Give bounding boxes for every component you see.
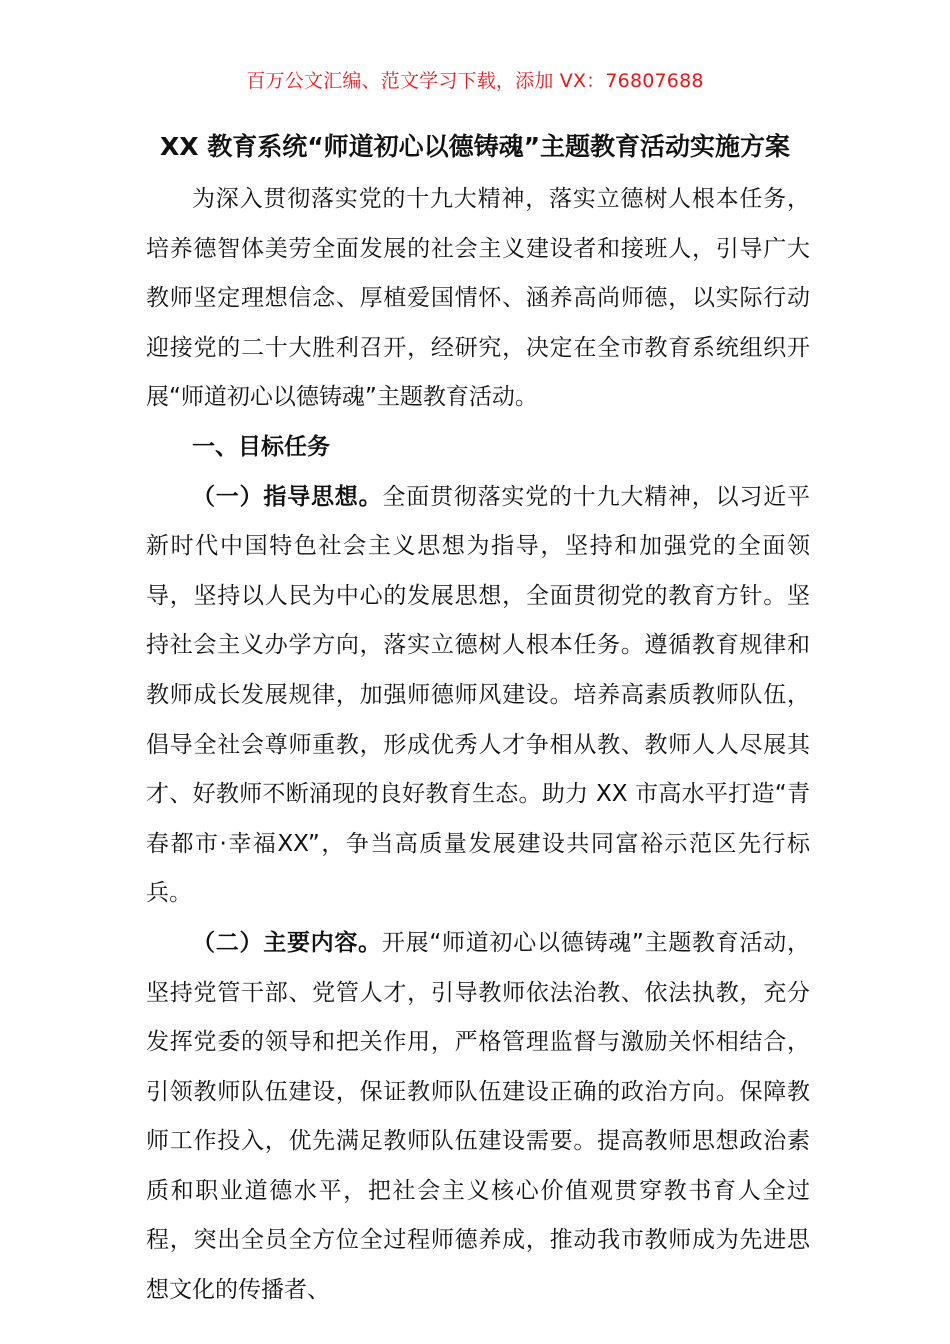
paragraph-guiding-ideology bbox=[146, 473, 810, 919]
section-heading-goals: 一、目标任务 bbox=[192, 433, 330, 460]
subheading-guiding-ideology: （一）指导思想。 bbox=[192, 483, 383, 510]
header-banner: 百万公文汇编、范文学习下载，添加 VX：76807688 bbox=[246, 70, 704, 92]
text-guiding-ideology: 全面贯彻落实党的十九大精神，以习近平新时代中国特色社会主义思想为指导，坚持和加强党的全面领导，坚持以人民为中心的发展思想，全面贯彻党的教育方针。坚持社会主义办学方向，落实立德树人根本任务。遵循教育规律和教师成长发展规律，加强师德师风建设。培养高素质教师队伍，倡导全社会尊师重教，形成优秀人才争相从教、教师人人尽展其才、好教师不断涌现的良好教育生态。助力 XX 市高水平打造“青春都市·幸福XX”，争当高质量发展建设共同富裕示范区先行标兵。 bbox=[146, 483, 811, 907]
intro-paragraph: 为深入贯彻落实党的十九大精神，落实立德树人根本任务，培养德智体美劳全面发展的社会主义建设者和接班人，引导广大教师坚定理想信念、厚植爱国情怀、涵养高尚师德，以实际行动迎接党的二十大胜利召开，经研究，决定在全市教育系统组织开展“师道初心以德铸魂”主题教育活动。 bbox=[146, 186, 810, 411]
document-title: XX 教育系统“师道初心以德铸魂”主题教育活动实施方案 bbox=[159, 132, 791, 161]
paragraph-main-content bbox=[146, 919, 810, 1316]
document-body bbox=[146, 175, 810, 1316]
text-main-content: 开展“师道初心以德铸魂”主题教育活动，坚持党管干部、党管人才，引导教师依法治教、依法执教，充分发挥党委的领导和把关作用，严格管理监督与激励关怀相结合，引领教师队伍建设，保证教师队伍建设正确的政治方向。保障教师工作投入，优先满足教师队伍建设需要。提高教师思想政治素质和职业道德水平，把社会主义核心价值观贯穿教书育人全过程，突出全员全方位全过程师德养成，推动我市教师成为先进思想文化的传播者、 bbox=[146, 929, 810, 1304]
subheading-main-content: （二）主要内容。 bbox=[192, 929, 382, 956]
